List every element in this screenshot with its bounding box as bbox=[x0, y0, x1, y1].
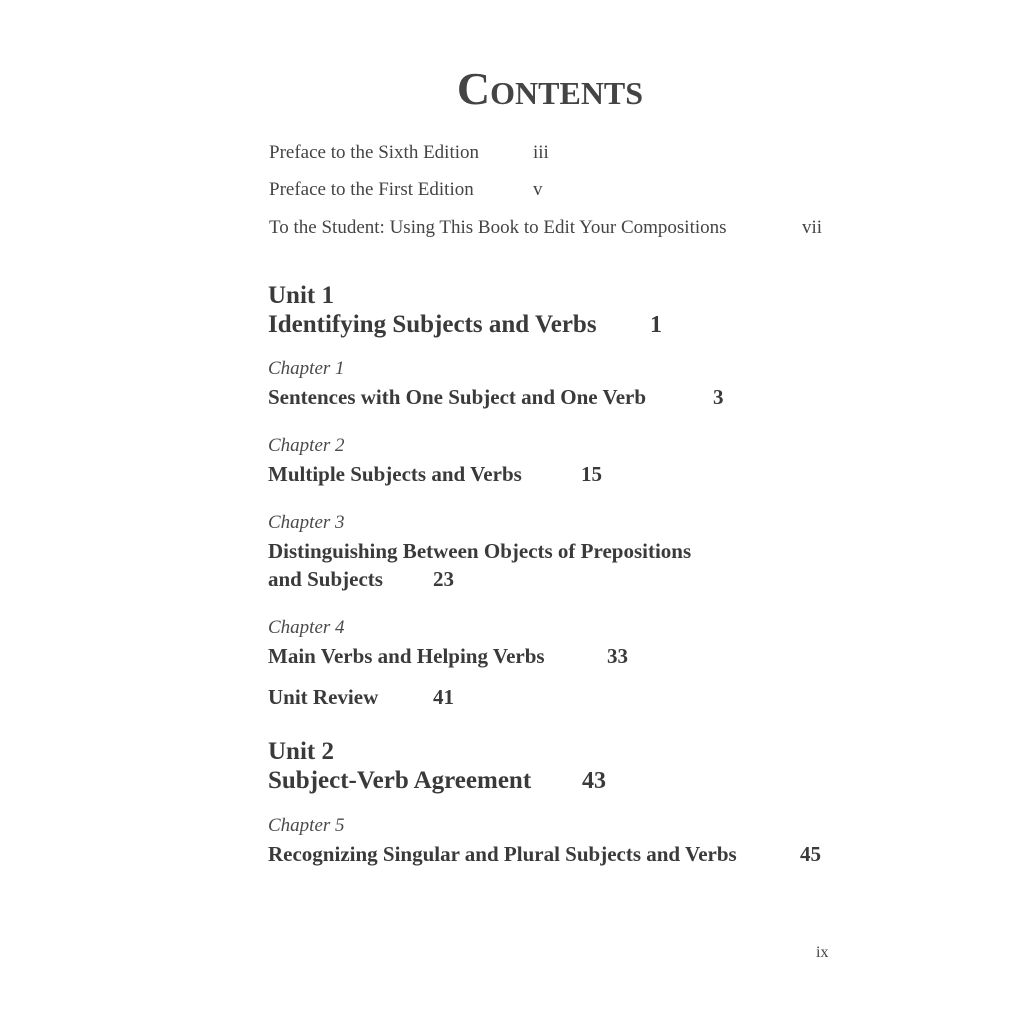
unit-1-title[interactable]: Identifying Subjects and Verbs bbox=[268, 311, 597, 338]
chapter-5-label: Chapter 5 bbox=[268, 815, 345, 836]
chapter-4-title[interactable]: Main Verbs and Helping Verbs bbox=[268, 644, 545, 668]
unit-2-page: 43 bbox=[582, 768, 606, 794]
chapter-1-title[interactable]: Sentences with One Subject and One Verb bbox=[268, 385, 647, 409]
unit-review-title[interactable]: Unit Review bbox=[268, 685, 379, 709]
unit-review-page: 41 bbox=[433, 685, 454, 709]
toc-page-preface-sixth: iii bbox=[533, 142, 549, 163]
chapter-3-title-line2[interactable]: and Subjects bbox=[268, 567, 383, 591]
toc-entry-preface-sixth[interactable]: Preface to the Sixth Edition bbox=[269, 142, 480, 163]
chapter-5-title[interactable]: Recognizing Singular and Plural Subjects and Verbs bbox=[268, 842, 737, 866]
page-title: Contents bbox=[456, 63, 644, 114]
unit-1-page: 1 bbox=[650, 312, 662, 338]
chapter-5-page: 45 bbox=[800, 842, 821, 866]
chapter-3-page: 23 bbox=[433, 567, 454, 591]
toc-page-preface-first: v bbox=[533, 179, 543, 200]
toc-entry-preface-first[interactable]: Preface to the First Edition bbox=[269, 179, 474, 200]
unit-2-title[interactable]: Subject-Verb Agreement bbox=[268, 767, 532, 794]
unit-2-label: Unit 2 bbox=[268, 738, 334, 765]
chapter-4-label: Chapter 4 bbox=[268, 617, 345, 638]
chapter-2-page: 15 bbox=[581, 462, 602, 486]
toc-page-to-the-student: vii bbox=[802, 217, 823, 238]
chapter-3-label: Chapter 3 bbox=[268, 512, 345, 533]
chapter-4-page: 33 bbox=[607, 644, 628, 668]
chapter-2-label: Chapter 2 bbox=[268, 435, 345, 456]
unit-1-label: Unit 1 bbox=[268, 282, 334, 309]
chapter-3-title-line1[interactable]: Distinguishing Between Objects of Prepositions bbox=[268, 539, 692, 563]
chapter-1-page: 3 bbox=[713, 385, 724, 409]
toc-entry-to-the-student[interactable]: To the Student: Using This Book to Edit Your Compositions bbox=[269, 217, 727, 238]
chapter-2-title[interactable]: Multiple Subjects and Verbs bbox=[268, 462, 522, 486]
chapter-1-label: Chapter 1 bbox=[268, 358, 345, 379]
page-number: ix bbox=[816, 944, 829, 961]
